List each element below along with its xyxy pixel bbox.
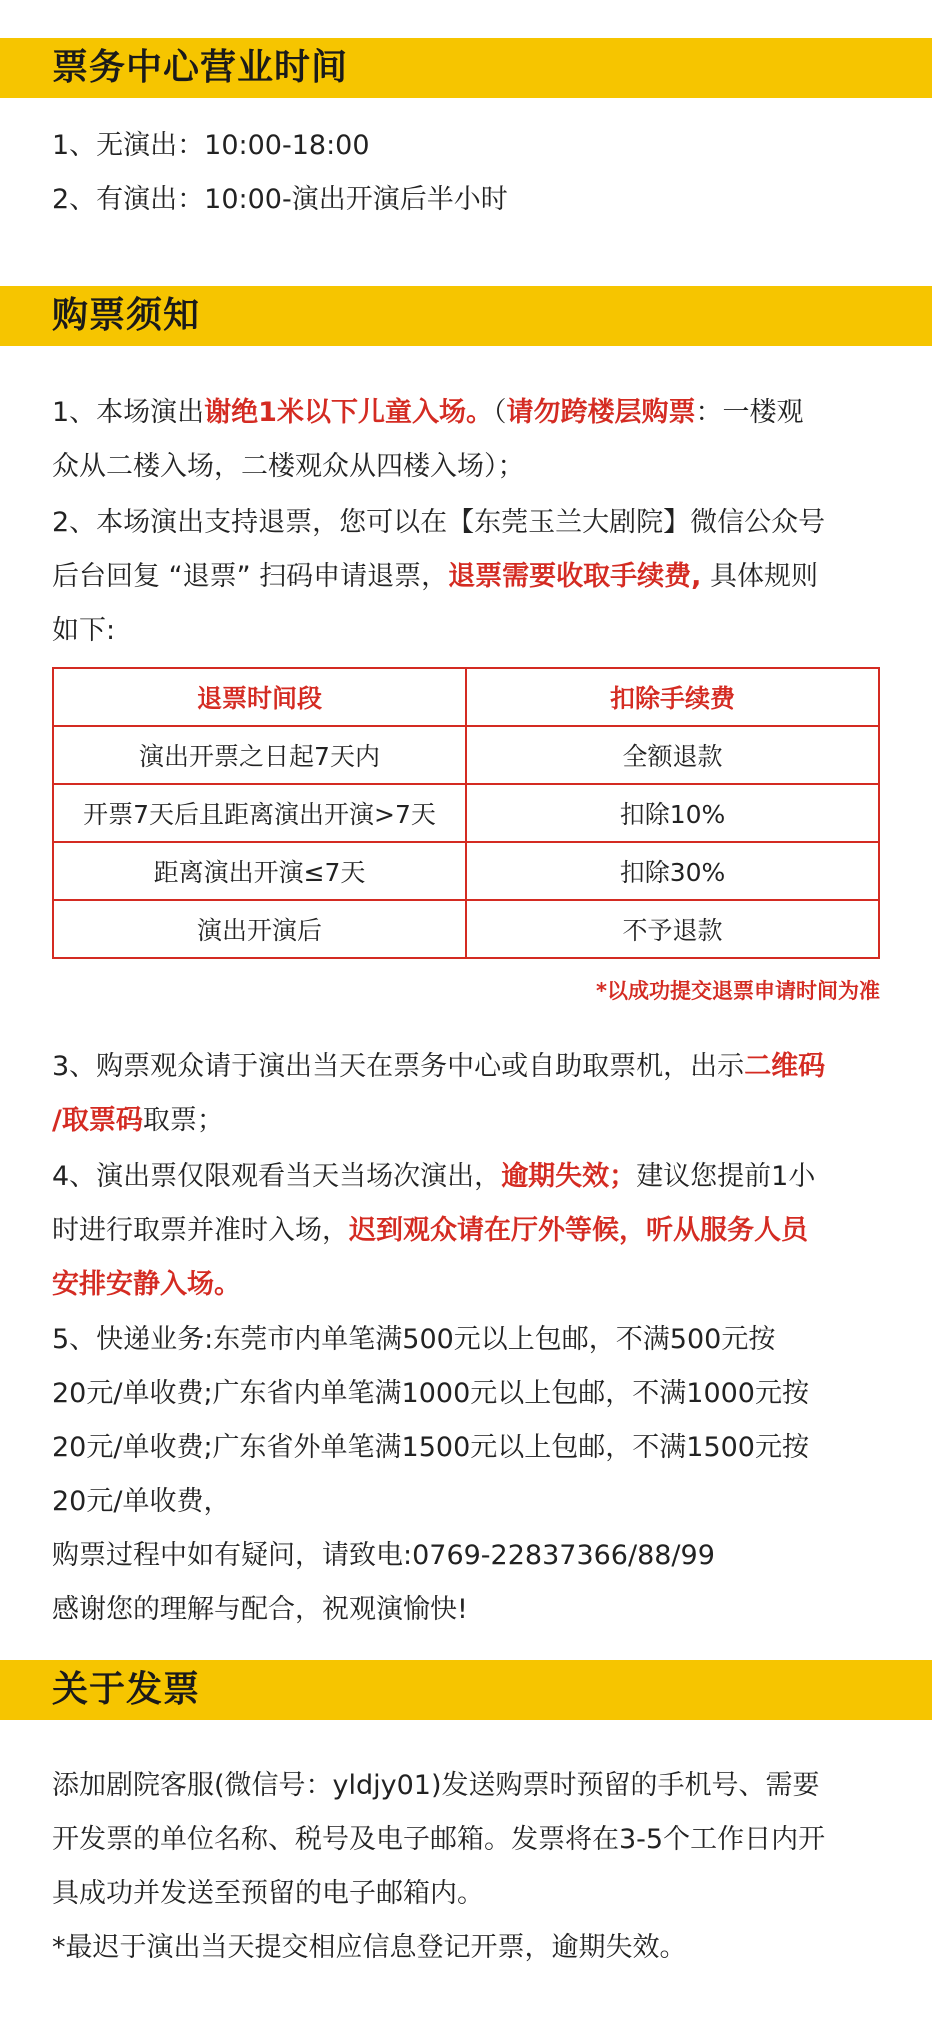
notice-thanks: 感谢您的理解与配合，祝观演愉快!: [52, 1594, 468, 1625]
table-cell-period: 开票7天后且距离演出开演>7天: [53, 784, 466, 842]
table-header-fee: 扣除手续费: [466, 668, 879, 726]
p1-mid: （: [492, 397, 507, 428]
table-cell-fee: 扣除10%: [466, 784, 879, 842]
invoice-line1: 添加剧院客服(微信号：yldjy01)发送购票时预留的手机号、需要: [52, 1770, 820, 1801]
invoice-header-band: [0, 1660, 932, 1720]
notice-p2-line2: [52, 557, 882, 597]
notice-p5-line2: 20元/单收费;广东省内单笔满1000元以上包邮，不满1000元按: [52, 1378, 809, 1409]
notice-p4-line1: [52, 1157, 882, 1197]
notice-title: 购票须知: [52, 295, 201, 336]
p2-red-fee: 退票需要收取手续费,: [448, 561, 702, 592]
notice-p4-line3: 安排安静入场。: [52, 1269, 241, 1300]
notice-p1-line1: [52, 393, 882, 433]
p1-red-floor: 请勿跨楼层购票: [506, 397, 696, 428]
p4-red-expired: 逾期失效；: [501, 1161, 637, 1192]
hours-item-1: 1、无演出：10:00-18:00: [52, 130, 370, 161]
table-cell-period: 演出开演后: [53, 900, 466, 958]
table-header-period: 退票时间段: [53, 668, 466, 726]
p2-prefix: 后台回复 “退票” 扫码申请退票，: [52, 561, 449, 592]
p3-red-ticketcode: /取票码: [52, 1105, 143, 1136]
p1-suffix: ：一楼观: [695, 397, 804, 428]
table-row: [53, 842, 879, 900]
invoice-title: 关于发票: [52, 1669, 201, 1710]
table-cell-fee: 扣除30%: [466, 842, 879, 900]
p3-suffix: 取票；: [142, 1105, 224, 1136]
notice-p5-line4: 20元/单收费，: [52, 1486, 231, 1517]
hours-item-2: 2、有演出：10:00-演出开演后半小时: [52, 184, 508, 215]
refund-table-note: *以成功提交退票申请时间为准: [596, 979, 880, 1003]
invoice-line3: 具成功并发送至预留的电子邮箱内。: [52, 1878, 484, 1909]
p2-suffix: 具体规则: [701, 561, 818, 592]
p3-red-qrcode: 二维码: [744, 1051, 826, 1082]
p1-prefix: 1、本场演出: [52, 397, 205, 428]
notice-p3-line2: [52, 1101, 882, 1141]
notice-p5-line3: 20元/单收费;广东省外单笔满1500元以上包邮，不满1500元按: [52, 1432, 809, 1463]
p3-prefix: 3、购票观众请于演出当天在票务中心或自助取票机，出示: [52, 1051, 745, 1082]
table-cell-fee: 全额退款: [466, 726, 879, 784]
hours-header-band: [0, 38, 932, 98]
table-cell-period: 演出开票之日起7天内: [53, 726, 466, 784]
p4-suffix: 建议您提前1小: [636, 1161, 816, 1192]
notice-contact: 购票过程中如有疑问，请致电:0769-22837366/88/99: [52, 1540, 715, 1571]
notice-p4-line2: [52, 1211, 882, 1251]
notice-p2-line3: 如下:: [52, 615, 116, 646]
notice-header-band: [0, 286, 932, 346]
notice-p2-line1: 2、本场演出支持退票，您可以在【东莞玉兰大剧院】微信公众号: [52, 507, 826, 538]
invoice-line4: *最迟于演出当天提交相应信息登记开票，逾期失效。: [52, 1932, 687, 1963]
table-row: [53, 784, 879, 842]
refund-fee-table: [52, 667, 880, 959]
notice-p5-line1: 5、快递业务:东莞市内单笔满500元以上包邮，不满500元按: [52, 1324, 776, 1355]
table-cell-period: 距离演出开演≤7天: [53, 842, 466, 900]
table-cell-fee: 不予退款: [466, 900, 879, 958]
notice-p3-line1: [52, 1047, 882, 1087]
p4-line2-prefix: 时进行取票并准时入场，: [52, 1215, 349, 1246]
invoice-line2: 开发票的单位名称、税号及电子邮箱。发票将在3-5个工作日内开: [52, 1824, 826, 1855]
table-header-row: [53, 668, 879, 726]
p4-red-late: 迟到观众请在厅外等候，听从服务人员: [349, 1215, 808, 1246]
hours-title: 票务中心营业时间: [52, 47, 349, 88]
table-row: [53, 726, 879, 784]
notice-p1-line2: 众从二楼入场，二楼观众从四楼入场）；: [52, 451, 525, 482]
table-row: [53, 900, 879, 958]
p4-prefix: 4、演出票仅限观看当天当场次演出，: [52, 1161, 502, 1192]
p1-red-children: 谢绝1米以下儿童入场。: [204, 397, 493, 428]
